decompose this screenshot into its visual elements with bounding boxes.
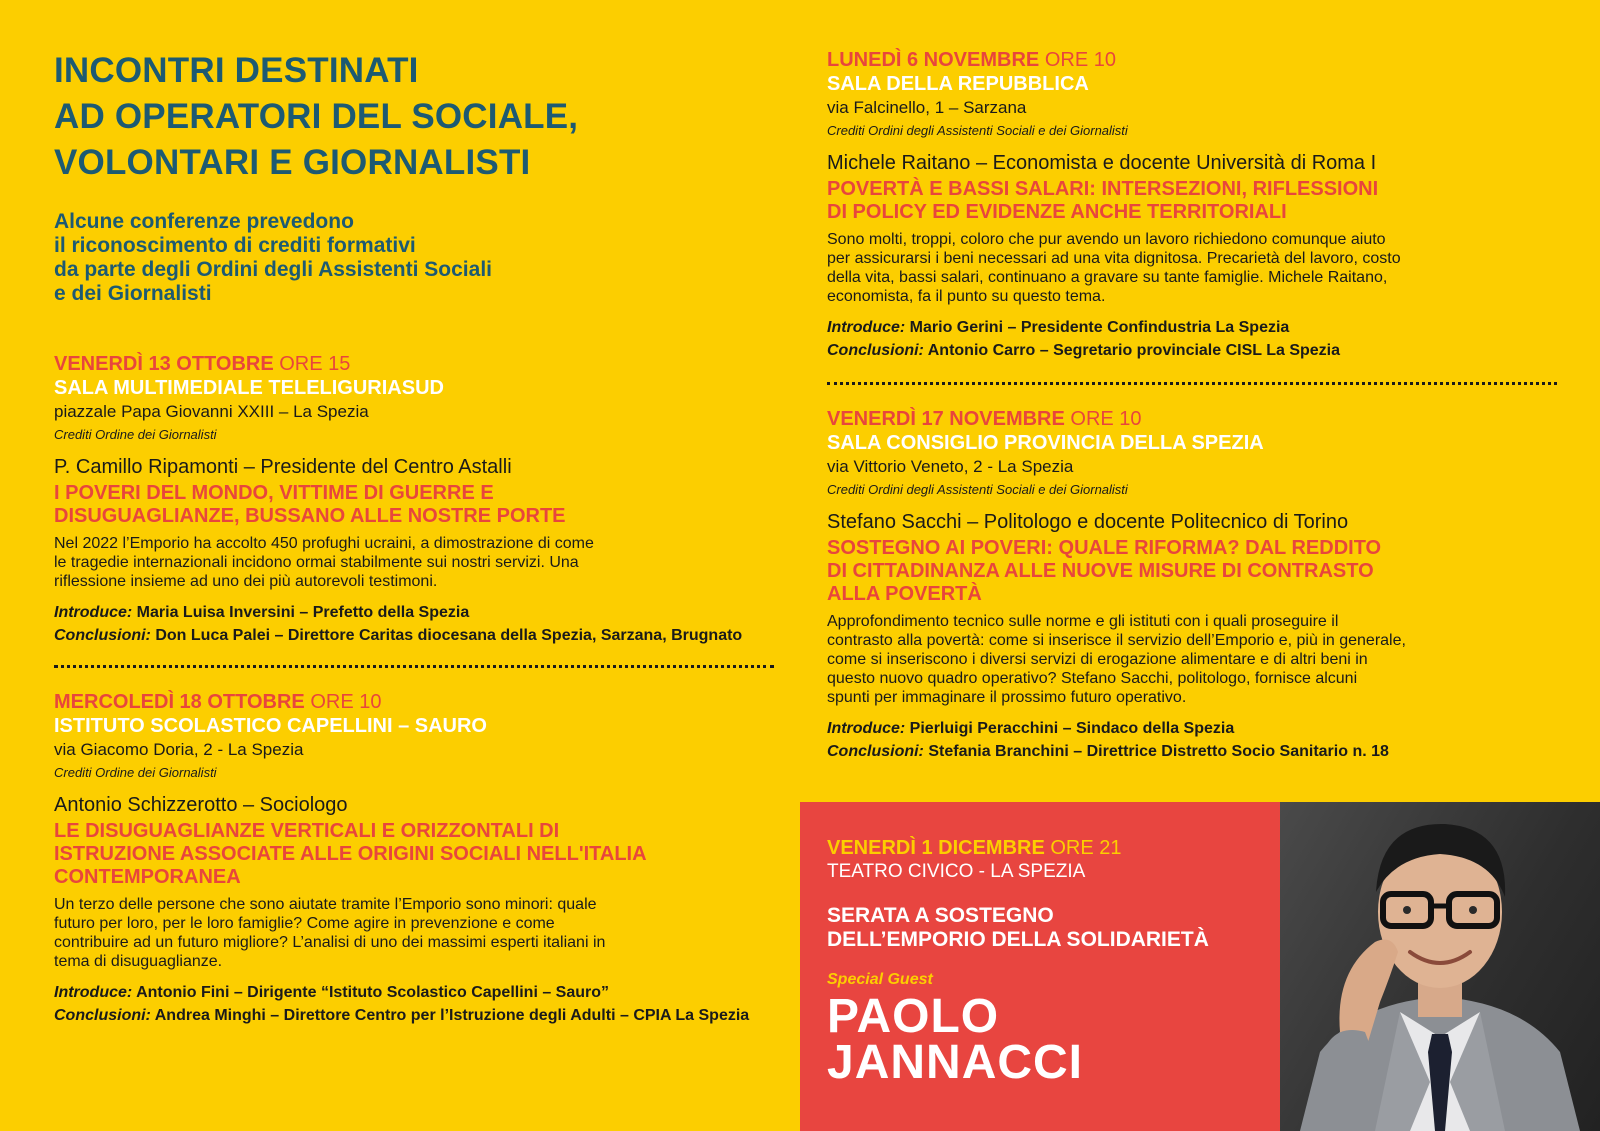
desc-line: le tragedie internazionali incidono ormai stabilmente sui nostri servizi. Una: [54, 554, 579, 571]
dotted-divider: [54, 665, 774, 668]
desc-line: come si inseriscono i diversi servizi di erogazione alimentare e di altri beni in: [827, 651, 1368, 668]
conclusioni-line: [54, 1004, 774, 1027]
conclusioni-value: Don Luca Palei – Direttore Caritas diocesana della Spezia, Sarzana, Brugnato: [155, 627, 743, 644]
portrait-illustration: [1280, 802, 1600, 1131]
conclusioni-line: [54, 624, 774, 647]
desc-line: Un terzo delle persone che sono aiutate tramite l’Emporio sono minori: quale: [54, 896, 597, 913]
introduce-line: [827, 717, 1557, 740]
talk-line: ISTRUZIONE ASSOCIATE ALLE ORIGINI SOCIALI NELL'ITALIA: [54, 843, 647, 865]
conclusioni-value: Andrea Minghi – Direttore Centro per l’Istruzione degli Adulti – CPIA La Spezia: [154, 1007, 750, 1024]
guest-name-line: JANNACCI: [827, 1036, 1084, 1089]
introduce-label: Introduce:: [54, 984, 133, 1001]
event-roles: [54, 601, 774, 647]
page-headline: [54, 48, 774, 186]
introduce-label: Introduce:: [54, 604, 133, 621]
event-description: [827, 230, 1557, 306]
event-date: [54, 352, 774, 376]
promo-title-line: DELL’EMPORIO DELLA SOLIDARIETÀ: [827, 928, 1209, 951]
event-date: [827, 48, 1557, 72]
desc-line: contrasto alla povertà: come si inserisce il servizio dell’Emporio e, più in generale,: [827, 632, 1406, 649]
event-speaker: Antonio Schizzerotto – Sociologo: [54, 794, 348, 816]
conclusioni-label: Conclusioni:: [54, 627, 151, 644]
event-speaker: Michele Raitano – Economista e docente Università di Roma I: [827, 152, 1377, 174]
event-credits: Crediti Ordine dei Giornalisti: [54, 765, 217, 780]
promo-venue: TEATRO CIVICO - LA SPEZIA: [827, 861, 1086, 882]
event-talk-title: [827, 178, 1557, 224]
event-time: ORE 10: [310, 691, 382, 713]
event-venue: ISTITUTO SCOLASTICO CAPELLINI – SAURO: [54, 715, 487, 737]
subhead-line: e dei Giornalisti: [54, 282, 212, 305]
credits-notice: [54, 210, 774, 306]
introduce-label: Introduce:: [827, 319, 906, 336]
conclusioni-value: Stefania Branchini – Direttrice Distretto Socio Sanitario n. 18: [928, 743, 1389, 760]
talk-line: POVERTÀ E BASSI SALARI: INTERSEZIONI, RIFLESSIONI: [827, 178, 1379, 200]
subhead-line: da parte degli Ordini degli Assistenti Sociali: [54, 258, 492, 281]
talk-line: CONTEMPORANEA: [54, 866, 241, 888]
left-column: [54, 48, 774, 1027]
event-day: MERCOLEDÌ 18 OTTOBRE: [54, 691, 305, 713]
conclusioni-value: Antonio Carro – Segretario provinciale CISL La Spezia: [927, 342, 1340, 359]
promo-time: ORE 21: [1050, 837, 1122, 859]
talk-line: DISUGUAGLIANZE, BUSSANO ALLE NOSTRE PORTE: [54, 505, 566, 527]
talk-line: SOSTEGNO AI POVERI: QUALE RIFORMA? DAL REDDITO: [827, 537, 1382, 559]
promo-content: [827, 836, 1267, 1089]
event-talk-title: [54, 482, 774, 528]
event-speaker: P. Camillo Ripamonti – Presidente del Centro Astalli: [54, 456, 512, 478]
event-day: LUNEDÌ 6 NOVEMBRE: [827, 49, 1040, 71]
conclusioni-label: Conclusioni:: [54, 1007, 151, 1024]
event-description: [54, 895, 774, 971]
event-date: [54, 690, 774, 714]
desc-line: questo nuovo quadro operativo? Stefano Sacchi, politologo, fornisce alcuni: [827, 670, 1358, 687]
promo-panel: [800, 802, 1280, 1131]
event-venue: SALA CONSIGLIO PROVINCIA DELLA SPEZIA: [827, 432, 1264, 454]
event-13-ottobre: [54, 352, 774, 647]
dotted-divider: [827, 382, 1557, 385]
event-credits: Crediti Ordini degli Assistenti Sociali e dei Giornalisti: [827, 123, 1128, 138]
event-17-novembre: [827, 407, 1557, 763]
talk-line: ALLA POVERTÀ: [827, 583, 982, 605]
conclusioni-label: Conclusioni:: [827, 743, 924, 760]
guest-name: [827, 990, 1267, 1089]
conclusioni-label: Conclusioni:: [827, 342, 924, 359]
event-address: via Vittorio Veneto, 2 - La Spezia: [827, 457, 1074, 476]
subhead-line: Alcune conferenze prevedono: [54, 210, 354, 233]
event-roles: [827, 717, 1557, 763]
event-day: VENERDÌ 17 NOVEMBRE: [827, 408, 1065, 430]
guest-name-line: PAOLO: [827, 990, 1000, 1043]
event-description: [827, 612, 1557, 707]
event-address: via Giacomo Doria, 2 - La Spezia: [54, 740, 304, 759]
promo-title-line: SERATA A SOSTEGNO: [827, 904, 1054, 927]
event-credits: Crediti Ordine dei Giornalisti: [54, 427, 217, 442]
event-description: [54, 534, 774, 591]
conclusioni-line: [827, 740, 1557, 763]
talk-line: DI CITTADINANZA ALLE NUOVE MISURE DI CONTRASTO: [827, 560, 1374, 582]
event-6-novembre: [827, 48, 1557, 362]
introduce-value: Pierluigi Peracchini – Sindaco della Spezia: [909, 720, 1235, 737]
talk-line: DI POLICY ED EVIDENZE ANCHE TERRITORIALI: [827, 201, 1287, 223]
desc-line: Approfondimento tecnico sulle norme e gli istituti con i quali proseguire il: [827, 613, 1339, 630]
headline-line: VOLONTARI E GIORNALISTI: [54, 143, 531, 182]
promo-date: [827, 836, 1267, 860]
event-address: piazzale Papa Giovanni XXIII – La Spezia: [54, 402, 369, 421]
introduce-label: Introduce:: [827, 720, 906, 737]
desc-line: per assicurarsi i beni necessari ad una vita dignitosa. Precarietà del lavoro, costo: [827, 250, 1401, 267]
desc-line: tema di disuguaglianze.: [54, 953, 223, 970]
desc-line: contribuire ad un futuro migliore? L’analisi di uno dei massimi esperti italiani in: [54, 934, 606, 951]
desc-line: riflessione insieme ad uno dei più autorevoli testimoni.: [54, 573, 438, 590]
event-venue: SALA DELLA REPUBBLICA: [827, 73, 1089, 95]
event-talk-title: [54, 820, 774, 889]
event-time: ORE 15: [279, 353, 351, 375]
promo-day: VENERDÌ 1 DICEMBRE: [827, 837, 1045, 859]
introduce-value: Antonio Fini – Dirigente “Istituto Scolastico Capellini – Sauro”: [136, 984, 610, 1001]
event-talk-title: [827, 537, 1557, 606]
event-roles: [827, 316, 1557, 362]
introduce-line: [54, 601, 774, 624]
headline-line: AD OPERATORI DEL SOCIALE,: [54, 97, 579, 136]
desc-line: economista, fa il punto su questo tema.: [827, 288, 1106, 305]
introduce-line: [54, 981, 774, 1004]
event-speaker: Stefano Sacchi – Politologo e docente Politecnico di Torino: [827, 511, 1349, 533]
event-18-ottobre: [54, 690, 774, 1027]
event-credits: Crediti Ordini degli Assistenti Sociali e dei Giornalisti: [827, 482, 1128, 497]
event-roles: [54, 981, 774, 1027]
introduce-value: Maria Luisa Inversini – Prefetto della Spezia: [136, 604, 470, 621]
desc-line: futuro per loro, per le loro famiglie? Come agire in prevenzione e come: [54, 915, 555, 932]
right-column: [827, 48, 1557, 763]
desc-line: spunti per immaginare il prossimo futuro operativo.: [827, 689, 1187, 706]
event-address: via Falcinello, 1 – Sarzana: [827, 98, 1027, 117]
subhead-line: il riconoscimento di crediti formativi: [54, 234, 416, 257]
desc-line: Nel 2022 l’Emporio ha accolto 450 profughi ucraini, a dimostrazione di come: [54, 535, 594, 552]
talk-line: LE DISUGUAGLIANZE VERTICALI E ORIZZONTALI DI: [54, 820, 560, 842]
event-date: [827, 407, 1557, 431]
conclusioni-line: [827, 339, 1557, 362]
introduce-value: Mario Gerini – Presidente Confindustria La Spezia: [909, 319, 1290, 336]
event-day: VENERDÌ 13 OTTOBRE: [54, 353, 274, 375]
promo-title: [827, 904, 1267, 952]
desc-line: Sono molti, troppi, coloro che pur avendo un lavoro richiedono comunque aiuto: [827, 231, 1386, 248]
guest-photo: [1280, 802, 1600, 1131]
special-guest-label: Special Guest: [827, 971, 933, 988]
event-venue: SALA MULTIMEDIALE TELELIGURIASUD: [54, 377, 444, 399]
desc-line: della vita, bassi salari, continuano a gravare su tante famiglie. Michele Raitano,: [827, 269, 1388, 286]
event-time: ORE 10: [1044, 49, 1116, 71]
headline-line: INCONTRI DESTINATI: [54, 51, 419, 90]
talk-line: I POVERI DEL MONDO, VITTIME DI GUERRE E: [54, 482, 494, 504]
introduce-line: [827, 316, 1557, 339]
event-time: ORE 10: [1070, 408, 1142, 430]
